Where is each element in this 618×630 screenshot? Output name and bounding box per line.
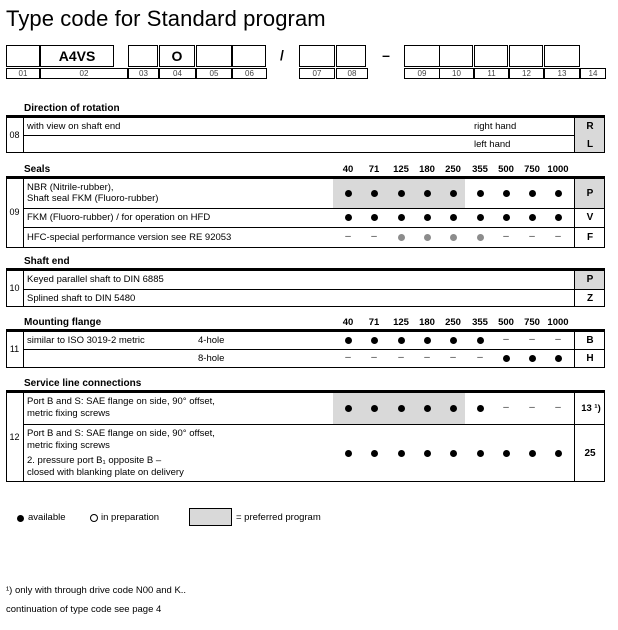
section-shaft-heading: Shaft end bbox=[24, 256, 70, 267]
shaft-splined-code: Z bbox=[586, 293, 594, 304]
seal-nbr-line1: NBR (Nitrile-rubber), bbox=[27, 182, 114, 193]
legend-preferred: = preferred program bbox=[236, 512, 321, 523]
type-code-position-10: 10 bbox=[439, 68, 474, 79]
available-dot-icon bbox=[450, 405, 457, 412]
available-dot-icon bbox=[529, 355, 536, 362]
available-dot-icon bbox=[345, 405, 352, 412]
not-available-dash: – bbox=[555, 231, 561, 242]
size-40: 40 bbox=[342, 317, 354, 328]
seal-hfc-text: HFC-special performance version see RE 92053 bbox=[27, 232, 232, 243]
in-preparation-dot-icon bbox=[450, 234, 457, 241]
available-dot-icon bbox=[371, 214, 378, 221]
section-flange-heading: Mounting flange bbox=[24, 317, 102, 328]
row-number: 12 bbox=[9, 432, 20, 442]
section-service-heading: Service line connections bbox=[24, 378, 142, 389]
size-500: 500 bbox=[498, 164, 514, 175]
size-180: 180 bbox=[419, 164, 435, 175]
rotation-left-label: left hand bbox=[474, 139, 511, 150]
service-25-line4: closed with blanking plate on delivery bbox=[27, 467, 184, 478]
available-dot-icon bbox=[371, 190, 378, 197]
row-number: 08 bbox=[9, 130, 20, 140]
size-355: 355 bbox=[472, 164, 488, 175]
in-preparation-circle-icon bbox=[90, 514, 98, 522]
available-dot-icon bbox=[477, 214, 484, 221]
available-dot-icon bbox=[345, 450, 352, 457]
not-available-dash: – bbox=[555, 334, 561, 345]
available-dot-icon bbox=[424, 405, 431, 412]
available-dot-icon bbox=[529, 190, 536, 197]
service-13-line2: metric fixing screws bbox=[27, 408, 110, 419]
type-code-field-2: A4VS bbox=[40, 45, 114, 67]
size-750: 750 bbox=[524, 164, 540, 175]
page-title: Type code for Standard program bbox=[6, 6, 326, 31]
size-500: 500 bbox=[498, 317, 514, 328]
rotation-right-code: R bbox=[586, 121, 594, 132]
available-dot-icon bbox=[398, 405, 405, 412]
shaft-splined-text: Splined shaft to DIN 5480 bbox=[27, 293, 136, 304]
available-dot-icon bbox=[529, 214, 536, 221]
available-dot-icon bbox=[503, 450, 510, 457]
type-code-field-7: / bbox=[280, 47, 284, 63]
available-dot-icon bbox=[555, 450, 562, 457]
available-dot-icon bbox=[424, 214, 431, 221]
size-250: 250 bbox=[445, 317, 461, 328]
available-dot-icon bbox=[398, 337, 405, 344]
legend-in-preparation: in preparation bbox=[101, 512, 160, 523]
not-available-dash: – bbox=[555, 402, 561, 413]
available-dot-icon bbox=[424, 337, 431, 344]
rotation-right-label: right hand bbox=[474, 121, 517, 132]
preferred-swatch bbox=[189, 508, 232, 526]
not-available-dash: – bbox=[345, 231, 351, 242]
available-dot-icon bbox=[450, 214, 457, 221]
flange-4hole-code: B bbox=[586, 335, 594, 346]
available-dot-icon bbox=[424, 190, 431, 197]
not-available-dash: – bbox=[398, 352, 404, 363]
type-code-position-03: 03 bbox=[128, 68, 159, 79]
type-code-position-14: 14 bbox=[580, 68, 606, 79]
continuation-note: continuation of type code see page 4 bbox=[6, 604, 162, 615]
not-available-dash: – bbox=[529, 231, 535, 242]
type-code-field-4: O bbox=[159, 45, 195, 67]
available-dot-icon bbox=[450, 337, 457, 344]
rotation-desc: with view on shaft end bbox=[27, 121, 121, 132]
type-code-position-06: 06 bbox=[232, 68, 267, 79]
not-available-dash: – bbox=[477, 352, 483, 363]
flange-8hole-label: 8-hole bbox=[198, 353, 225, 364]
available-dot-icon bbox=[17, 515, 24, 522]
available-dot-icon bbox=[450, 450, 457, 457]
size-250: 250 bbox=[445, 164, 461, 175]
available-dot-icon bbox=[503, 190, 510, 197]
type-code-position-05: 05 bbox=[196, 68, 232, 79]
service-25-code: 25 bbox=[584, 448, 596, 459]
available-dot-icon bbox=[477, 190, 484, 197]
type-code-field-14 bbox=[509, 45, 543, 67]
type-code-field-12 bbox=[439, 45, 473, 67]
type-code-position-12: 12 bbox=[509, 68, 544, 79]
row-number: 10 bbox=[9, 283, 20, 293]
type-code-field-13 bbox=[474, 45, 508, 67]
shaft-keyed-code: P bbox=[586, 274, 594, 285]
type-code-position-11: 11 bbox=[474, 68, 509, 79]
available-dot-icon bbox=[371, 450, 378, 457]
type-code-position-08: 08 bbox=[336, 68, 368, 79]
type-code-field-5 bbox=[196, 45, 232, 67]
seal-nbr-code: P bbox=[586, 188, 594, 199]
seal-fkm-code: V bbox=[586, 212, 594, 223]
available-dot-icon bbox=[371, 405, 378, 412]
available-dot-icon bbox=[398, 190, 405, 197]
type-code-field-8 bbox=[299, 45, 335, 67]
type-code-position-07: 07 bbox=[299, 68, 335, 79]
size-71: 71 bbox=[368, 317, 380, 328]
not-available-dash: – bbox=[371, 352, 377, 363]
service-25-line2: metric fixing screws bbox=[27, 440, 110, 451]
seal-nbr-line2: Shaft seal FKM (Fluoro-rubber) bbox=[27, 193, 159, 204]
available-dot-icon bbox=[345, 214, 352, 221]
size-180: 180 bbox=[419, 317, 435, 328]
type-code-field-6 bbox=[232, 45, 266, 67]
type-code-position-09: 09 bbox=[404, 68, 440, 79]
row-number: 11 bbox=[9, 344, 20, 354]
in-preparation-dot-icon bbox=[424, 234, 431, 241]
not-available-dash: – bbox=[503, 402, 509, 413]
size-125: 125 bbox=[393, 317, 409, 328]
shaft-keyed-text: Keyed parallel shaft to DIN 6885 bbox=[27, 274, 164, 285]
not-available-dash: – bbox=[529, 402, 535, 413]
type-code-field-10: – bbox=[382, 47, 390, 63]
available-dot-icon bbox=[424, 450, 431, 457]
available-dot-icon bbox=[477, 337, 484, 344]
seal-hfc-code: F bbox=[586, 232, 594, 243]
available-dot-icon bbox=[555, 214, 562, 221]
available-dot-icon bbox=[371, 337, 378, 344]
in-preparation-dot-icon bbox=[398, 234, 405, 241]
not-available-dash: – bbox=[424, 352, 430, 363]
size-125: 125 bbox=[393, 164, 409, 175]
available-dot-icon bbox=[503, 214, 510, 221]
service-13-code: 13 ¹) bbox=[581, 403, 601, 414]
service-25-line1: Port B and S: SAE flange on side, 90° offset, bbox=[27, 428, 215, 439]
type-code-position-04: 04 bbox=[159, 68, 196, 79]
service-13-line1: Port B and S: SAE flange on side, 90° offset, bbox=[27, 396, 215, 407]
size-1000: 1000 bbox=[547, 317, 569, 328]
available-dot-icon bbox=[503, 355, 510, 362]
available-dot-icon bbox=[345, 190, 352, 197]
size-750: 750 bbox=[524, 317, 540, 328]
type-code-field-9 bbox=[336, 45, 366, 67]
available-dot-icon bbox=[529, 450, 536, 457]
available-dot-icon bbox=[398, 214, 405, 221]
flange-desc: similar to ISO 3019-2 metric bbox=[27, 335, 145, 346]
rotation-left-code: L bbox=[586, 139, 594, 150]
footnote: ¹) only with through drive code N00 and K.. bbox=[6, 585, 187, 596]
size-40: 40 bbox=[342, 164, 354, 175]
service-25-line3: 2. pressure port B₁ opposite B – bbox=[27, 455, 162, 466]
type-code-position-02: 02 bbox=[40, 68, 128, 79]
not-available-dash: – bbox=[345, 352, 351, 363]
flange-8hole-code: H bbox=[586, 353, 594, 364]
available-dot-icon bbox=[555, 355, 562, 362]
size-71: 71 bbox=[368, 164, 380, 175]
row-number: 09 bbox=[9, 207, 20, 217]
available-dot-icon bbox=[398, 450, 405, 457]
not-available-dash: – bbox=[503, 231, 509, 242]
type-code-field-15 bbox=[544, 45, 580, 67]
legend-available: available bbox=[28, 512, 66, 523]
available-dot-icon bbox=[477, 405, 484, 412]
flange-4hole-label: 4-hole bbox=[198, 335, 225, 346]
size-1000: 1000 bbox=[547, 164, 569, 175]
size-355: 355 bbox=[472, 317, 488, 328]
not-available-dash: – bbox=[503, 334, 509, 345]
type-code-field-11 bbox=[404, 45, 440, 67]
available-dot-icon bbox=[555, 190, 562, 197]
type-code-position-01: 01 bbox=[6, 68, 40, 79]
type-code-field-1 bbox=[6, 45, 40, 67]
not-available-dash: – bbox=[371, 231, 377, 242]
in-preparation-dot-icon bbox=[477, 234, 484, 241]
not-available-dash: – bbox=[529, 334, 535, 345]
available-dot-icon bbox=[477, 450, 484, 457]
not-available-dash: – bbox=[450, 352, 456, 363]
seal-fkm-text: FKM (Fluoro-rubber) / for operation on HFD bbox=[27, 212, 211, 223]
section-rotation-heading: Direction of rotation bbox=[24, 103, 120, 114]
available-dot-icon bbox=[450, 190, 457, 197]
available-dot-icon bbox=[345, 337, 352, 344]
type-code-position-13: 13 bbox=[544, 68, 580, 79]
section-seals-heading: Seals bbox=[24, 164, 51, 175]
type-code-field-3 bbox=[128, 45, 158, 67]
